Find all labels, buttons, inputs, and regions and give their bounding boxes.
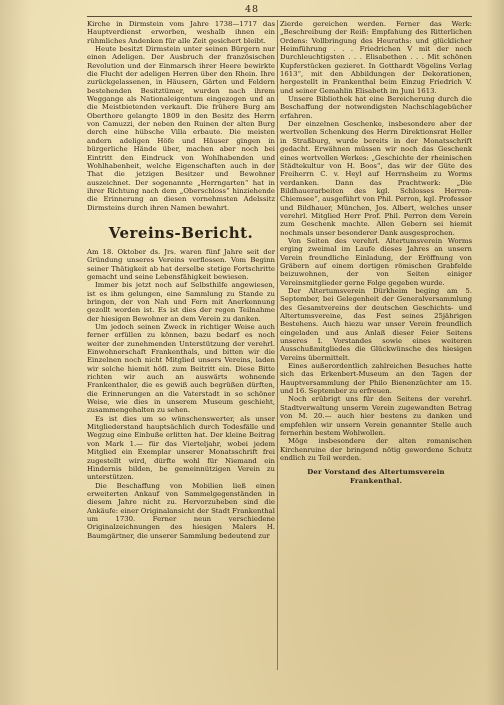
report-paragraph-4: Es ist dies um so wünschenswerter, als unser Mitgliederstand hauptsächlich durch Todesfälle und Wegzug eine Einbuße erlitten hat. Der kleine Beitrag von Mark 1.— für das Vierteljahr, wobei jedem Mitglied ein Exemplar unserer Monatsschrift frei zugestellt wird, dürfte wohl für Niemand ein Hindernis bilden, be gemeinnützigen Verein zu unterstützen. xyxy=(87,414,275,482)
right-paragraph-4: Von Seiten des verehrl. Altertumsverein Worms erging zweimal im Laufe dieses Jahres an unsern Verein freundliche Einladung, der Eröffnung von Gräbern auf einem dortigen römischen Grabfelde beizuwohnen, der von Seiten einiger Vereinsmitglieder gerne Folge gegeben wurde. xyxy=(280,236,472,287)
intro-paragraph-2: Heute besitzt Dirmstein unter seinen Bürgern nur einen Adeligen. Der Ausbruch der französischen Revolution und der Einmarsch ihrer Heere bewirkte die Flucht der adeligen Herren über den Rhein. Ihre zurückgelassenen, in Häusern, Gärten und Feldern bestehenden Besitztümer, wurden nach ihrem Weggange als Nationaleigentum eingezogen und an die Meistbietenden verkauft. Die frühere Burg am Oberthore gelangte 1809 in den Besitz des Herrn von Camuzzi, der neben den Ruinen der alten Burg derch eine hübsche Villa erbaute. Die meisten andern adeligen Höfe und Häuser gingen in bürgerliche Hände über, machen aber noch bei Eintritt den Eindruck von Wohlhabenden und Wohlhabenheit, welche Eigenschaften auch in der That die jetzigen Besitzer und Bewohner auszeichnet. Der sogenannte „Herrngarten“ hat in ihrer Richtung nach dem „Oberschloss“ hinziehende die Erinnerung an diesen vornehmsten Adelssitz Dirmsteins durch ihren Namen bewahrt. xyxy=(87,45,275,212)
page-number: 48 xyxy=(244,4,260,15)
report-paragraph-3: Um jedoch seinen Zweck in richtiger Weise auch ferner erfüllen zu können, bazu bedarf es noch weiter der zunehmenden Unterstützung der verehrl. Einwohnerschaft Frankenthals, und bitten wir die Einzelnen noch nicht Mitglied unsers Vereins, laden wir solche hiemit höfl. zum Beitritt ein. Diese Bitte richten wir auch an auswärts wohnende Frankenthaler, die es gewiß auch begrüßen dürften, die Erinnerungen an die Vaterstadt in so schöner Weise, wie dies in unserem Museum geschieht, zusammengehalten zu sehen. xyxy=(87,323,275,415)
report-paragraph-5: Die Beschaffung von Mobilien ließ einen erweiterten Ankauf von Sammelgegenständen in diesem Jahre nicht zu. Hervorzuheben sind die Ankäufe: einer Originalansicht der Stadt Frankenthal um 1730. Ferner neun verschiedene Originalzeichnungen des hiesigen Malers H. Baumgärtner, die unserer Sammlung bedeutend zur xyxy=(87,481,275,540)
signature: Der Vorstand des Altertumsverein Frankenthal. xyxy=(307,468,445,485)
right-paragraph-7: Noch erübrigt uns für den Seitens der verehrl. Stadtverwaltung unserm Verein zugewandten Betrag von M. 20.— auch hier bestens zu danken und empfehlen wir unsern Verein genannter Stelle auch fernerhin bestem Wohlwollen. xyxy=(280,395,472,437)
page-fold-shading xyxy=(0,0,30,705)
right-paragraph-1: Zierde gereichen werden. Ferner das Werk: „Beschreibung der Reiß: Empfahung des Ritterlichen Ordens: Vollbringung des Heuraths: und glücklicher Heimführung . . . Friedrichen V mit der noch Durchleuchtigsten . . . Elisabethen . . . Mit schönen Kupferstücken gezieret. In Gotthardt Vögelins Verlag 1613“, mit den Abbildungen der Dekorationen, hergestellt in Frankenthal beim Einzug Friedrich V. und seiner Gemahlin Elisabeth im Juni 1613. xyxy=(280,20,472,95)
intro-paragraph-1: Kirche in Dirmstein vom Jahre 1738—1717 das Hauptverdienst erworben, weshalb ihnen ein rühmliches Andenken für alle Zeit gesichert bleibt. xyxy=(87,20,275,45)
right-paragraph-6: Eines außerordentlich zahlreichen Besuches hatte sich das Erkenbert-Museum an den Tagen der Hauptversammlung der Philo Bienenzüchter am 15. und 16. September zu erfreuen. xyxy=(280,362,472,396)
right-paragraph-2: Unsere Bibliothek hat eine Bereicherung durch die Beschaffung der notwendigsten Nachschlagebücher erfahren. xyxy=(280,95,472,120)
right-column xyxy=(280,20,472,485)
report-paragraph-2: Immer bis jetzt noch auf Selbsthilfe angewiesen, ist es ihm gelungen, eine Sammlung zu Stande zu bringen, der von Nah und Fern mit Anerkennung gezollt worden ist. Es ist dies der regen Teilnahme der hiesigen Bewohner an dem Verein zu danken. xyxy=(87,281,275,323)
header-rule xyxy=(87,16,472,17)
right-paragraph-3: Der einzelnen Geschenke, insbesondere aber der wertvollen Schenkung des Herrn Direktionsrat Heller in Straßburg, wurde bereits in der Monatsschrift gedacht. Erwähnen müssen wir noch das Geschenk eines wertvollen Werkes: „Geschichte der rheinischen Städtekultur von H. Boos“, das wir der Güte des Freiherrn C. v. Heyl auf Herrnsheim zu Worms verdanken. Dann das Prachtwerk: „Die Bildhauerarbeiten des kgl. Schlosses Herren-Chiemsee“, ausgeführt von Phil. Perron, kgl. Professor und Bildhauer, München, Jos. Albert, welches unser verehrl. Mitglied Herr Prof. Phil. Perron dem Verein zum Geschenk machte. Allen Gebern sei hiemit nochmals unser besonderer Dank ausgesprochen. xyxy=(280,120,472,237)
right-paragraph-5: Der Altertumsverein Dürkheim beging am 5. September, bei Gelegenheit der Generalversammlung des Gesamtvereins der deutschen Geschichts- und Altertumsvereine, das Fest seines 25jährigen Bestehens. Auch hiezu war unser Verein freundlich eingeladen und aus Anlaß dieser Feier Seitens unseres I. Vorstandes sowie eines weiteren Ausschußmitgliedes die Glückwünsche des hiesigen Vereins übermittelt. xyxy=(280,287,472,362)
section-title: Vereins-Bericht. xyxy=(108,223,254,242)
right-paragraph-8: Möge insbesondere der alten romanischen Kirchenruine der bringend nötig gewordene Schutz endlich zu Teil werden. xyxy=(280,437,472,462)
column-divider xyxy=(277,20,278,670)
page-edge-shading xyxy=(486,0,504,705)
report-paragraph-1: Am 18. Oktober ds. Jrs. waren fünf Jahre seit der Gründung unseres Vereins verflossen. Vom Beginn seiner Thätigkeit ab hat derselbe stetige Fortschritte gemacht und seine Lebensfähigkeit bewiesen. xyxy=(87,247,275,281)
left-column xyxy=(87,20,275,540)
